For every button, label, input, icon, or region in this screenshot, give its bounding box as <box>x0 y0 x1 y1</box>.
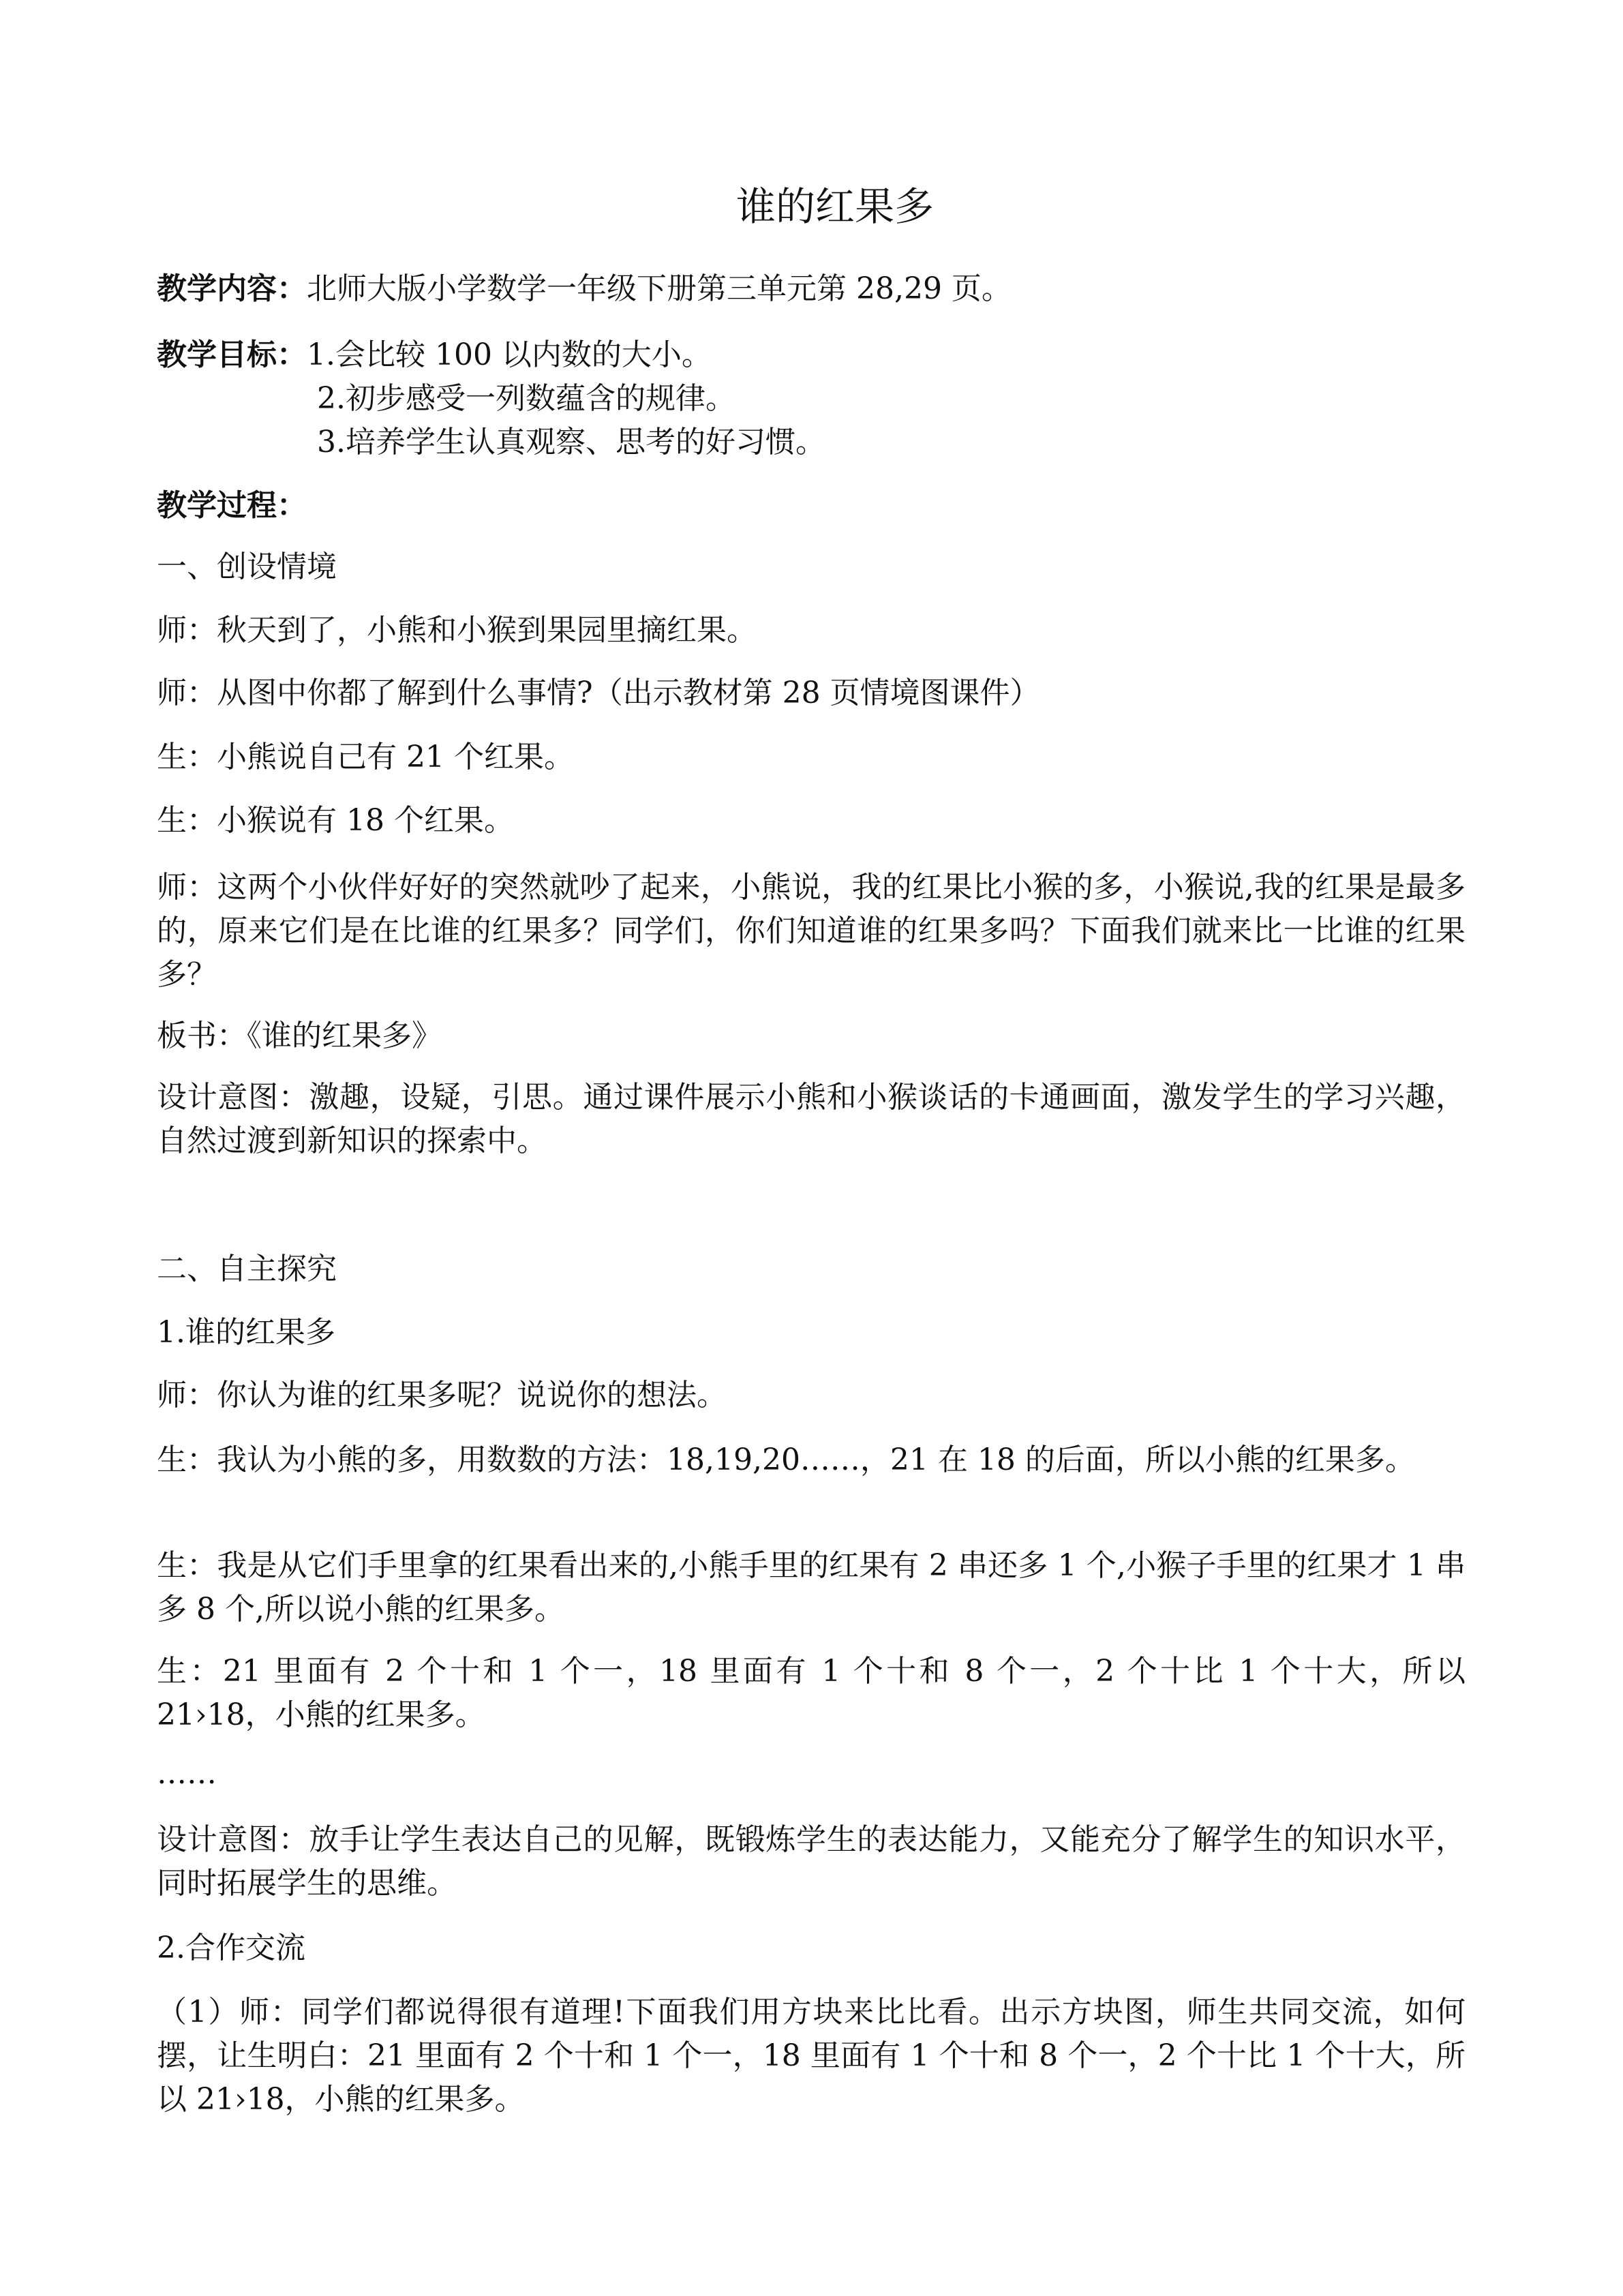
document-title: 谁的红果多 <box>735 183 934 230</box>
paragraph: 师：你认为谁的红果多呢？说说你的想法。 <box>157 1378 727 1413</box>
section-heading-2: 二、自主探究 <box>157 1252 337 1286</box>
paragraph: 生：小熊说自己有 21 个红果。 <box>157 740 574 774</box>
sub-heading: 1.谁的红果多 <box>157 1315 335 1350</box>
paragraph: 生：小猴说有 18 个红果。 <box>157 803 514 838</box>
teaching-content-label: 教学内容： <box>157 271 307 306</box>
teaching-goals <box>157 333 1472 377</box>
teaching-content-text: 北师大版小学数学一年级下册第三单元第 28,29 页。 <box>307 271 1012 306</box>
goal-item-3: 3.培养学生认真观察、思考的好习惯。 <box>317 425 825 459</box>
paragraph: 师：从图中你都了解到什么事情?（出示教材第 28 页情境图课件） <box>157 676 1040 710</box>
paragraph: 生：我是从它们手里拿的红果看出来的,小熊手里的红果有 2 串还多 1 个,小猴子手里的红果才 1 串多 8 个,所以说小熊的红果多。 <box>157 1548 1466 1627</box>
paragraph: 师：秋天到了，小熊和小猴到果园里摘红果。 <box>157 613 757 648</box>
paragraph: 生：我认为小熊的多，用数数的方法：18,19,20……，21 在 18 的后面，所以小熊的红果多。 <box>157 1442 1415 1477</box>
goal-item-1: 1.会比较 100 以内数的大小。 <box>307 337 712 372</box>
paragraph: 师：这两个小伙伴好好的突然就吵了起来，小熊说，我的红果比小猴的多，小猴说,我的红果是最多的，原来它们是在比谁的红果多？同学们，你们知道谁的红果多吗？下面我们就来比一比谁的红果多？ <box>157 870 1466 992</box>
design-intent: 设计意图：放手让学生表达自己的见解，既锻炼学生的表达能力，又能充分了解学生的知识水平，同时拓展学生的思维。 <box>157 1822 1466 1901</box>
ellipsis: …… <box>157 1756 217 1791</box>
section-heading-1: 一、创设情境 <box>157 549 337 584</box>
paragraph: （1）师：同学们都说得很有道理!下面我们用方块来比比看。出示方块图，师生共同交流，如何摆，让生明白：21 里面有 2 个十和 1 个一，18 里面有 1 个十和 8 个一，2 个十比 1 个十大，所以 21›18，小熊的红果多。 <box>157 1995 1466 2117</box>
paragraph: 板书：《谁的红果多》 <box>157 1018 442 1053</box>
document-page <box>157 0 1472 2296</box>
teaching-goals-label: 教学目标： <box>157 337 307 372</box>
design-intent: 设计意图：激趣，设疑，引思。通过课件展示小熊和小猴谈话的卡通画面，激发学生的学习兴趣，自然过渡到新知识的探索中。 <box>157 1080 1466 1158</box>
goal-item-2: 2.初步感受一列数蕴含的规律。 <box>317 381 735 416</box>
sub-heading: 2.合作交流 <box>157 1931 305 1965</box>
paragraph: 生：21 里面有 2 个十和 1 个一，18 里面有 1 个十和 8 个一，2 个十比 1 个十大，所以 21›18，小熊的红果多。 <box>157 1654 1466 1732</box>
teaching-process-label: 教学过程： <box>157 488 307 523</box>
teaching-content <box>157 267 1472 311</box>
